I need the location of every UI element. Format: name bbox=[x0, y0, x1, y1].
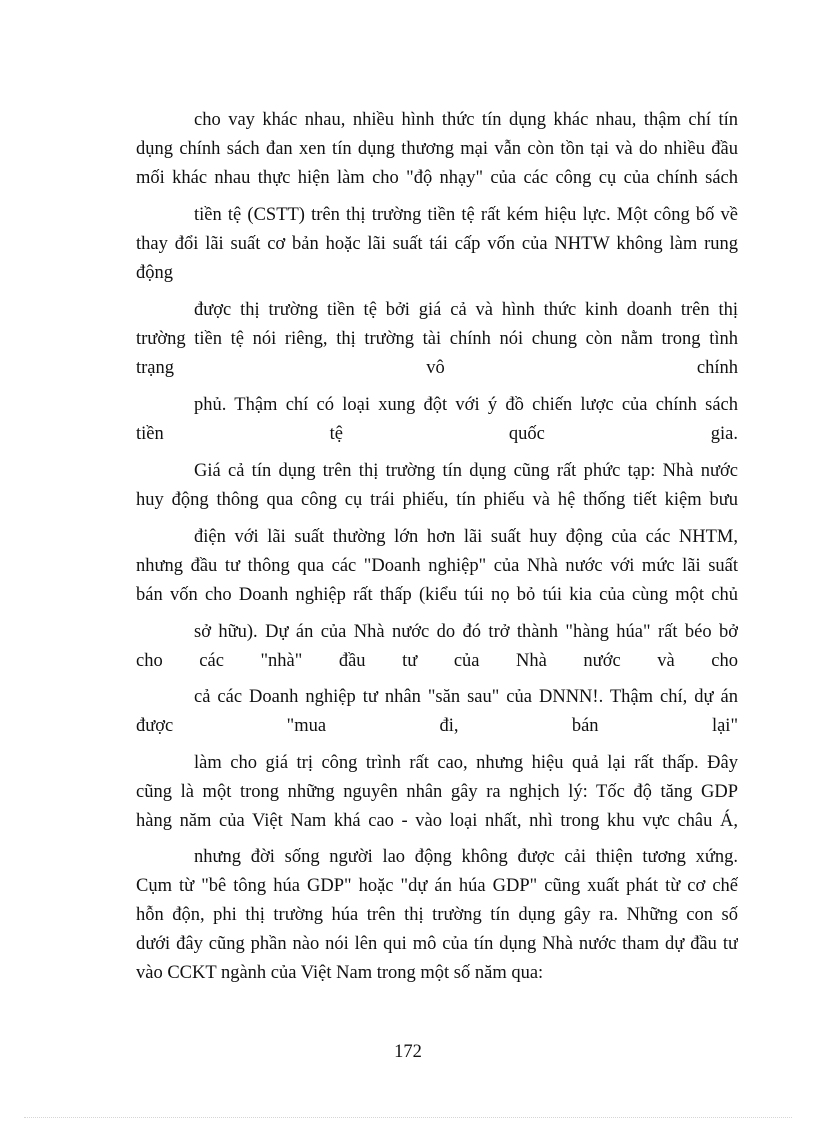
text-line: dụng chính sách đan xen tín dụng thương mại vẫn còn tồn tại và do nhiều đầu bbox=[136, 139, 738, 159]
text-line: bán vốn cho Doanh nghiệp rất thấp (kiểu túi nọ bỏ túi kia của cùng một chủ bbox=[136, 585, 738, 605]
page-number: 172 bbox=[394, 1042, 422, 1062]
paragraph-7 bbox=[136, 618, 738, 676]
text-line: mối khác nhau thực hiện làm cho "độ nhạy" của các công cụ của chính sách bbox=[136, 168, 738, 188]
text-line: cả các Doanh nghiệp tư nhân "săn sau" của DNNN!. Thậm chí, dự án bbox=[194, 687, 738, 707]
paragraph-10 bbox=[136, 843, 738, 988]
text-line: hàng năm của Việt Nam khá cao - vào loại nhất, nhì trong khu vực châu Á, bbox=[136, 811, 738, 831]
text-line: thay đổi lãi suất cơ bản hoặc lãi suất tái cấp vốn của NHTW không làm rung bbox=[136, 234, 738, 254]
text-line: nhưng đời sống người lao động không được cải thiện tương xứng. bbox=[194, 847, 738, 867]
paragraph-9 bbox=[136, 749, 738, 836]
text-line: Cụm từ "bê tông húa GDP" hoặc "dự án húa GDP" cũng xuất phát từ cơ chế bbox=[136, 876, 738, 896]
text-line: dưới đây cũng phần nào nói lên qui mô của tín dụng Nhà nước tham dự đầu tư bbox=[136, 934, 738, 954]
text-line: Giá cả tín dụng trên thị trường tín dụng cũng rất phức tạp: Nhà nước bbox=[194, 461, 738, 481]
text-line: trường tiền tệ nói riêng, thị trường tài chính nói chung còn nằm trong tình bbox=[136, 329, 738, 349]
text-line: cho các "nhà" đầu tư của Nhà nước và cho bbox=[136, 651, 738, 671]
text-line: cũng là một trong những nguyên nhân gây ra nghịch lý: Tốc độ tăng GDP bbox=[136, 782, 738, 802]
paragraph-5 bbox=[136, 457, 738, 515]
text-line: cho vay khác nhau, nhiều hình thức tín dụng khác nhau, thậm chí tín bbox=[194, 110, 738, 130]
paragraph-6 bbox=[136, 523, 738, 610]
text-line: trạng vô chính bbox=[136, 358, 738, 378]
text-line: sở hữu). Dự án của Nhà nước do đó trở thành "hàng húa" rất béo bở bbox=[194, 622, 738, 642]
text-line: phủ. Thậm chí có loại xung đột với ý đồ chiến lược của chính sách bbox=[194, 395, 738, 415]
page-bottom-divider bbox=[24, 1117, 792, 1118]
text-line: làm cho giá trị công trình rất cao, nhưng hiệu quả lại rất thấp. Đây bbox=[194, 753, 738, 773]
paragraph-4 bbox=[136, 391, 738, 449]
text-line: được "mua đi, bán lại" bbox=[136, 716, 738, 736]
text-line: được thị trường tiền tệ bởi giá cả và hình thức kinh doanh trên thị bbox=[194, 300, 738, 320]
text-line: vào CCKT ngành của Việt Nam trong một số năm qua: bbox=[136, 963, 544, 983]
text-line: động bbox=[136, 263, 173, 283]
text-line: tiền tệ quốc gia. bbox=[136, 424, 738, 444]
paragraph-8 bbox=[136, 683, 738, 741]
text-line: tiền tệ (CSTT) trên thị trường tiền tệ rất kém hiệu lực. Một công bố về bbox=[194, 205, 738, 225]
paragraph-2 bbox=[136, 201, 738, 288]
text-line: hỗn độn, phi thị trường húa trên thị trường tín dụng gây ra. Những con số bbox=[136, 905, 738, 925]
text-line: nhưng đầu tư thông qua các "Doanh nghiệp" của Nhà nước với mức lãi suất bbox=[136, 556, 738, 576]
text-line: điện với lãi suất thường lớn hơn lãi suất huy động của các NHTM, bbox=[194, 527, 738, 547]
paragraph-1 bbox=[136, 106, 738, 193]
text-line: huy động thông qua công cụ trái phiếu, tín phiếu và hệ thống tiết kiệm bưu bbox=[136, 490, 738, 510]
paragraph-3 bbox=[136, 296, 738, 383]
